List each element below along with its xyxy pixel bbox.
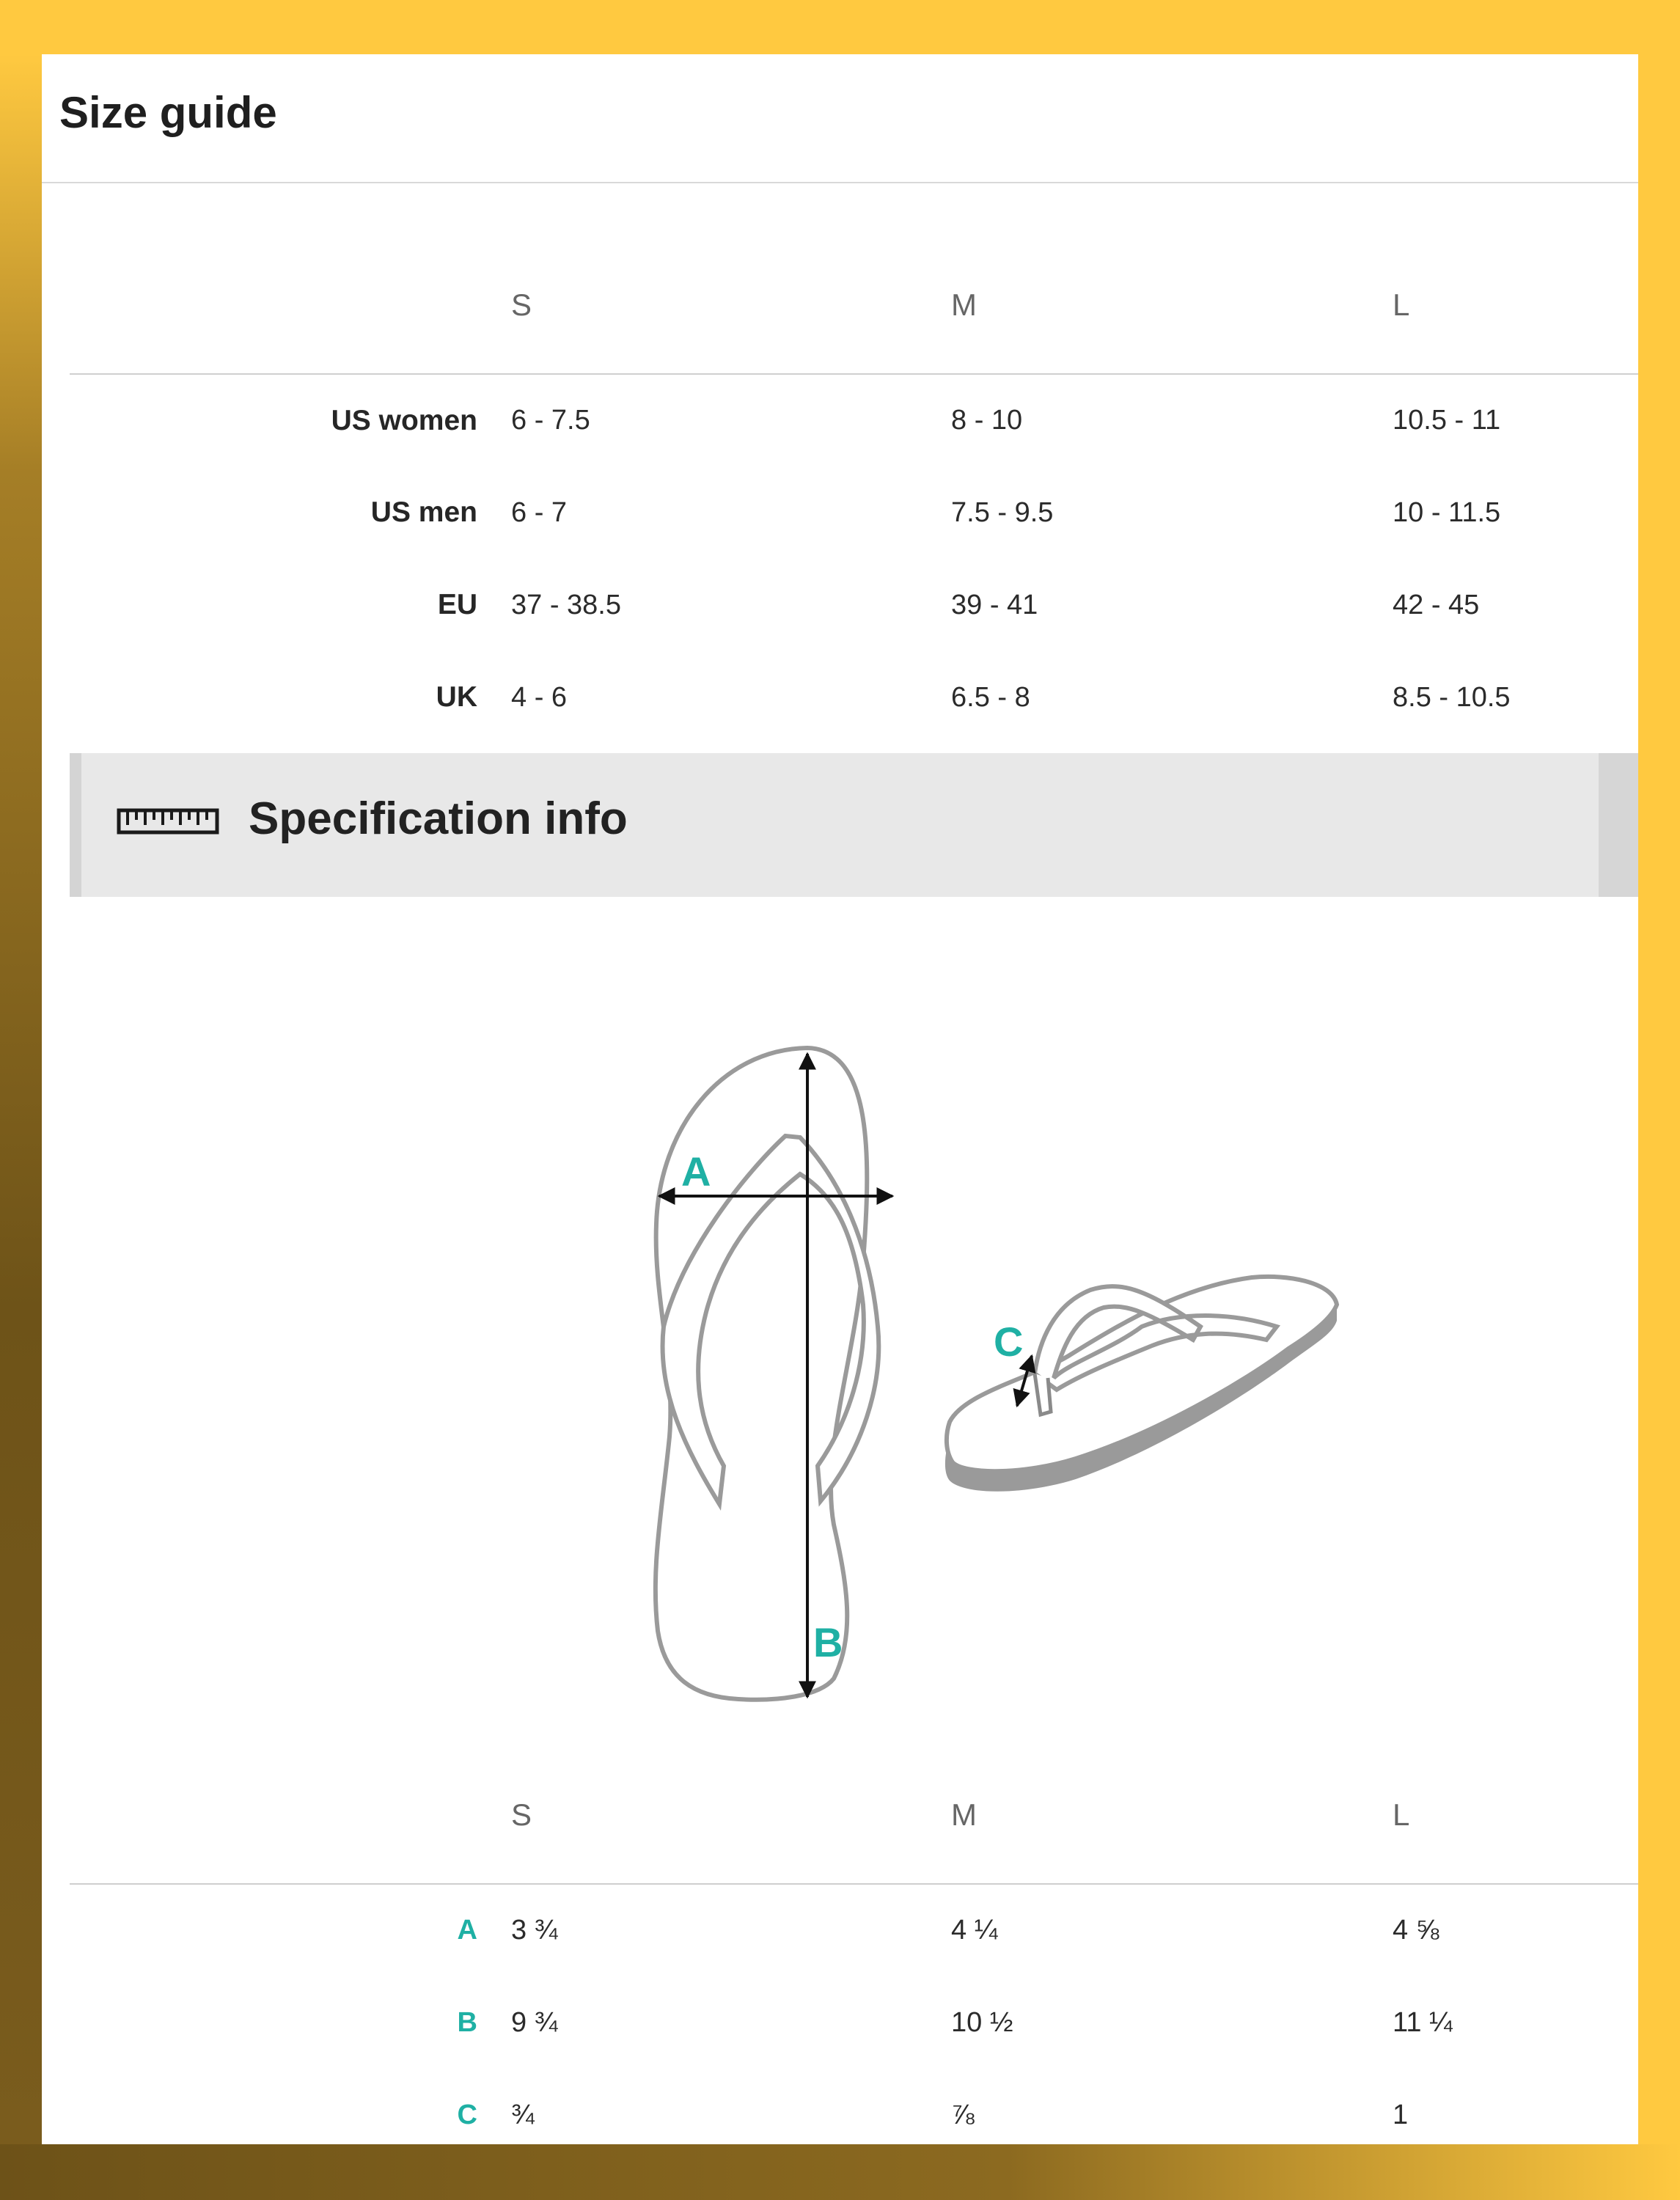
table-row <box>70 2069 1638 2161</box>
cell-a-l: 4 ⅝ <box>1393 1915 1439 1946</box>
cell-uk-s: 4 - 6 <box>511 681 568 713</box>
flip-flop-measurement-diagram <box>614 982 1362 1708</box>
cell-us-women-l: 10.5 - 11 <box>1393 405 1501 436</box>
background-right <box>1638 0 1680 2200</box>
cell-a-s: 3 ¾ <box>511 1915 558 1946</box>
corner-cell <box>70 1747 511 1884</box>
row-label-uk: UK <box>436 681 477 713</box>
cell-b-s: 9 ¾ <box>511 2006 558 2038</box>
column-header-s: S <box>511 237 951 374</box>
cell-b-l: 11 ¼ <box>1393 2006 1453 2038</box>
cell-eu-s: 37 - 38.5 <box>511 589 621 620</box>
size-guide-panel <box>42 54 1638 2144</box>
table-row <box>70 559 1638 651</box>
row-label-us-women: US women <box>331 404 477 436</box>
specification-table <box>70 1747 1638 2161</box>
table-row <box>70 374 1638 466</box>
cell-c-s: ¾ <box>511 2099 535 2130</box>
column-header-l: L <box>1393 237 1638 374</box>
column-header-l: L <box>1393 1747 1638 1884</box>
label-b: B <box>813 1619 843 1665</box>
table-row <box>70 1976 1638 2069</box>
cell-us-men-m: 7.5 - 9.5 <box>951 496 1054 528</box>
label-a: A <box>681 1148 711 1195</box>
sandal-side-view <box>945 1277 1337 1492</box>
cell-uk-m: 6.5 - 8 <box>951 681 1030 713</box>
row-label-b: B <box>457 2006 477 2038</box>
cell-us-women-m: 8 - 10 <box>951 405 1023 436</box>
background-left <box>0 54 42 2144</box>
label-c: C <box>994 1319 1024 1365</box>
table-row <box>70 1884 1638 1976</box>
specification-header <box>70 753 1638 897</box>
cell-us-women-s: 6 - 7.5 <box>511 405 590 436</box>
row-label-a: A <box>457 1915 477 1946</box>
ruler-icon <box>117 805 219 837</box>
column-header-m: M <box>951 1747 1393 1884</box>
cell-c-l: 1 <box>1393 2099 1409 2130</box>
specification-title: Specification info <box>249 793 628 844</box>
cell-uk-l: 8.5 - 10.5 <box>1393 681 1511 713</box>
row-label-eu: EU <box>437 589 477 620</box>
row-label-c: C <box>457 2099 477 2130</box>
sandal-top-view <box>656 1048 892 1700</box>
table-row <box>70 651 1638 744</box>
row-label-us-men: US men <box>370 496 477 528</box>
cell-us-men-l: 10 - 11.5 <box>1393 496 1501 528</box>
cell-b-m: 10 ½ <box>951 2006 1013 2038</box>
page-title: Size guide <box>59 88 277 137</box>
background-top <box>0 0 1680 54</box>
table-row <box>70 466 1638 559</box>
cell-a-m: 4 ¼ <box>951 1915 998 1946</box>
cell-eu-m: 39 - 41 <box>951 589 1038 620</box>
size-conversion-table <box>70 237 1638 744</box>
cell-us-men-s: 6 - 7 <box>511 496 568 528</box>
spec-table-header <box>70 1747 1638 1884</box>
cell-eu-l: 42 - 45 <box>1393 589 1480 620</box>
corner-cell <box>70 237 511 374</box>
column-header-m: M <box>951 237 1393 374</box>
title-divider <box>42 182 1638 183</box>
size-table-header <box>70 237 1638 374</box>
header-edge <box>1599 753 1638 897</box>
column-header-s: S <box>511 1747 951 1884</box>
cell-c-m: ⅞ <box>951 2099 975 2130</box>
